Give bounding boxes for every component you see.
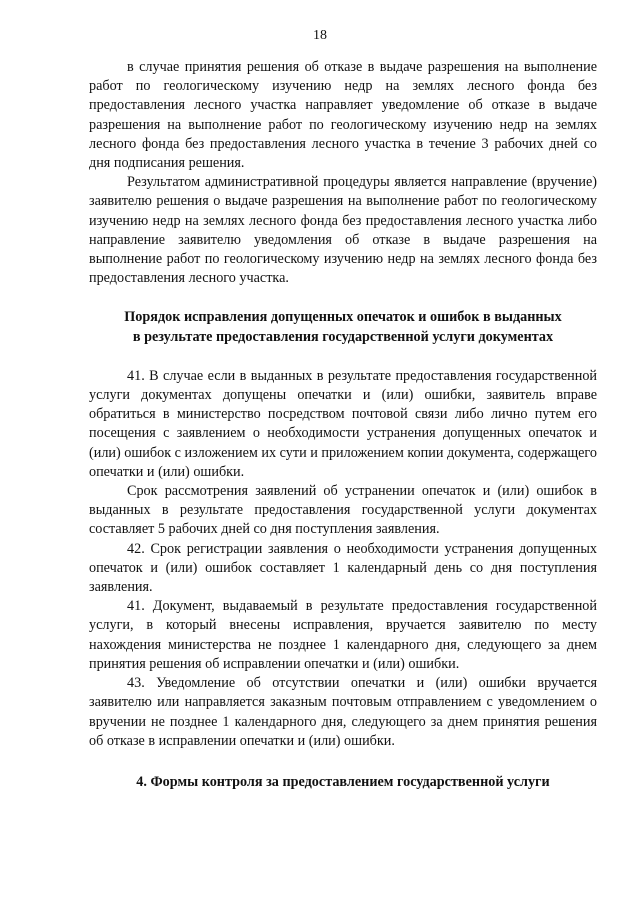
paragraph-review-period: Срок рассмотрения заявлений об устранении опечаток и (или) ошибок в выданных в результате предоставления государственной услуги документах составляет 5 рабочих дней со дня поступления заявления.: [89, 483, 597, 538]
paragraph-item-41-document: 41. Документ, выдаваемый в результате предоставления государственной услуги, в который внесены исправления, вручается заявителю по месту нахождения министерства не позднее 1 календарного дня, следующего за днем принятия решения об исправлении опечатки и (или) ошибки.: [89, 598, 597, 672]
document-body: [89, 58, 597, 792]
paragraph-refusal-notice: в случае принятия решения об отказе в выдаче разрешения на выполнение работ по геологическому изучению недр на землях лесного фонда без предоставления лесного участка направляет уведомление об отказе в выдаче разрешения на выполнение работ по геологическому изучению недр на землях лесного фонда без предоставления лесного участка в течение 3 рабочих дней со дня подписания решения.: [89, 59, 597, 172]
paragraph-item-42: 42. Срок регистрации заявления о необходимости устранения допущенных опечаток и (или) ошибок составляет 1 календарный день со дня поступления заявления.: [89, 540, 597, 596]
paragraph-procedure-result: Результатом административной процедуры является направление (вручение) заявителю решения о выдаче разрешения на выполнение работ по геологическому изучению недр на землях лесного фонда без предоставления лесного участка либо направление заявителю уведомления об отказе в выдаче разрешения на выполнение работ по геологическому изучению недр на землях лесного фонда без предоставления лесного участка.: [89, 174, 597, 287]
section-heading-line-1: Порядок исправления допущенных опечаток и ошибок в выданных: [124, 309, 562, 326]
section-heading: [89, 308, 597, 346]
paragraph-item-41: 41. В случае если в выданных в результате предоставления государственной услуги документах допущены опечатки и (или) ошибки, заявитель вправе обратиться в министерство посредством почтовой связи либо лично путем его посещения с заявлением о необходимости устранения допущенных опечаток и (или) ошибок с изложением их сути и приложением копии документа, содержащего опечатки и (или) ошибки.: [89, 367, 597, 480]
paragraph-item-43: 43. Уведомление об отсутствии опечатки и (или) ошибки вручается заявителю или направляется заказным почтовым отправлением с уведомлением о вручении не позднее 1 календарного дня, следующего за днем принятия решения об отказе в исправлении опечатки и (или) ошибки.: [89, 675, 597, 749]
page-number: 18: [313, 28, 327, 43]
section-heading-line-2: в результате предоставления государственной услуги документах: [132, 328, 554, 345]
chapter-heading: 4. Формы контроля за предоставлением государственной услуги: [136, 773, 550, 790]
